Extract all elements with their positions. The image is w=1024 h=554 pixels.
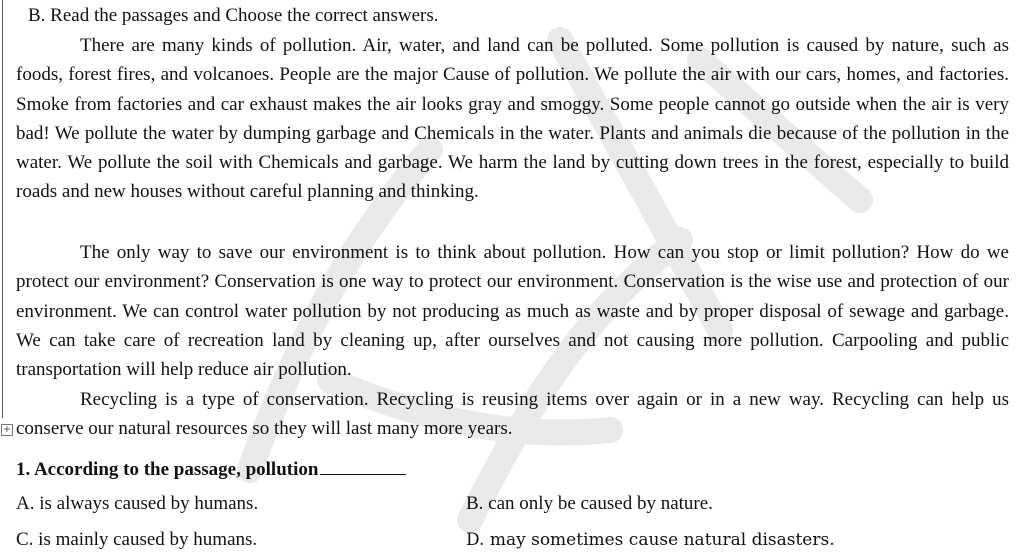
- move-handle-icon[interactable]: +: [2, 424, 12, 435]
- question-1-text: 1. According to the passage, pollution: [16, 459, 319, 480]
- passage-paragraph-3: Recycling is a type of conservation. Recycling is reusing items over again or in a new way. Recycling can help us conserve our natural resources so they will last many more years.: [16, 389, 1009, 440]
- section-heading: B. Read the passages and Choose the correct answers.: [28, 5, 439, 26]
- answer-blank: [320, 456, 406, 475]
- option-a[interactable]: A. is always caused by humans.: [16, 493, 259, 514]
- option-c[interactable]: C. is mainly caused by humans.: [16, 529, 258, 550]
- question-1: [16, 456, 406, 484]
- passage-paragraph-1: There are many kinds of pollution. Air, water, and land can be polluted. Some pollution is caused by nature, such as foods, forest fires, and volcanoes. People are the major Cause of pollution. We pollute the air with our cars, homes, and factories. Smoke from factories and car exhaust makes the air looks gray and smoggy. Some people cannot go outside when the air is very bad! We pollute the water by dumping garbage and Chemicals in the water. Plants and animals die because of the pollution in the water. We pollute the soil with Chemicals and garbage. We harm the land by cutting down trees in the forest, especially to build roads and new houses without careful planning and thinking.: [16, 35, 1009, 203]
- passage-paragraph-2: The only way to save our environment is to think about pollution. How can you stop or limit pollution? How do we protect our environment? Conservation is one way to protect our environment. Conservation is the wise use and protection of our environment. We can control water pollution by not producing as much as waste and by proper disposal of sewage and garbage. We can take care of recreation land by cleaning up, after ourselves and not causing more pollution. Carpooling and public transportation will help reduce air pollution.: [16, 242, 1009, 381]
- option-b[interactable]: B. can only be caused by nature.: [466, 493, 713, 514]
- option-d[interactable]: D. may sometimes cause natural disasters.: [466, 530, 835, 550]
- margin-rule: [2, 0, 3, 418]
